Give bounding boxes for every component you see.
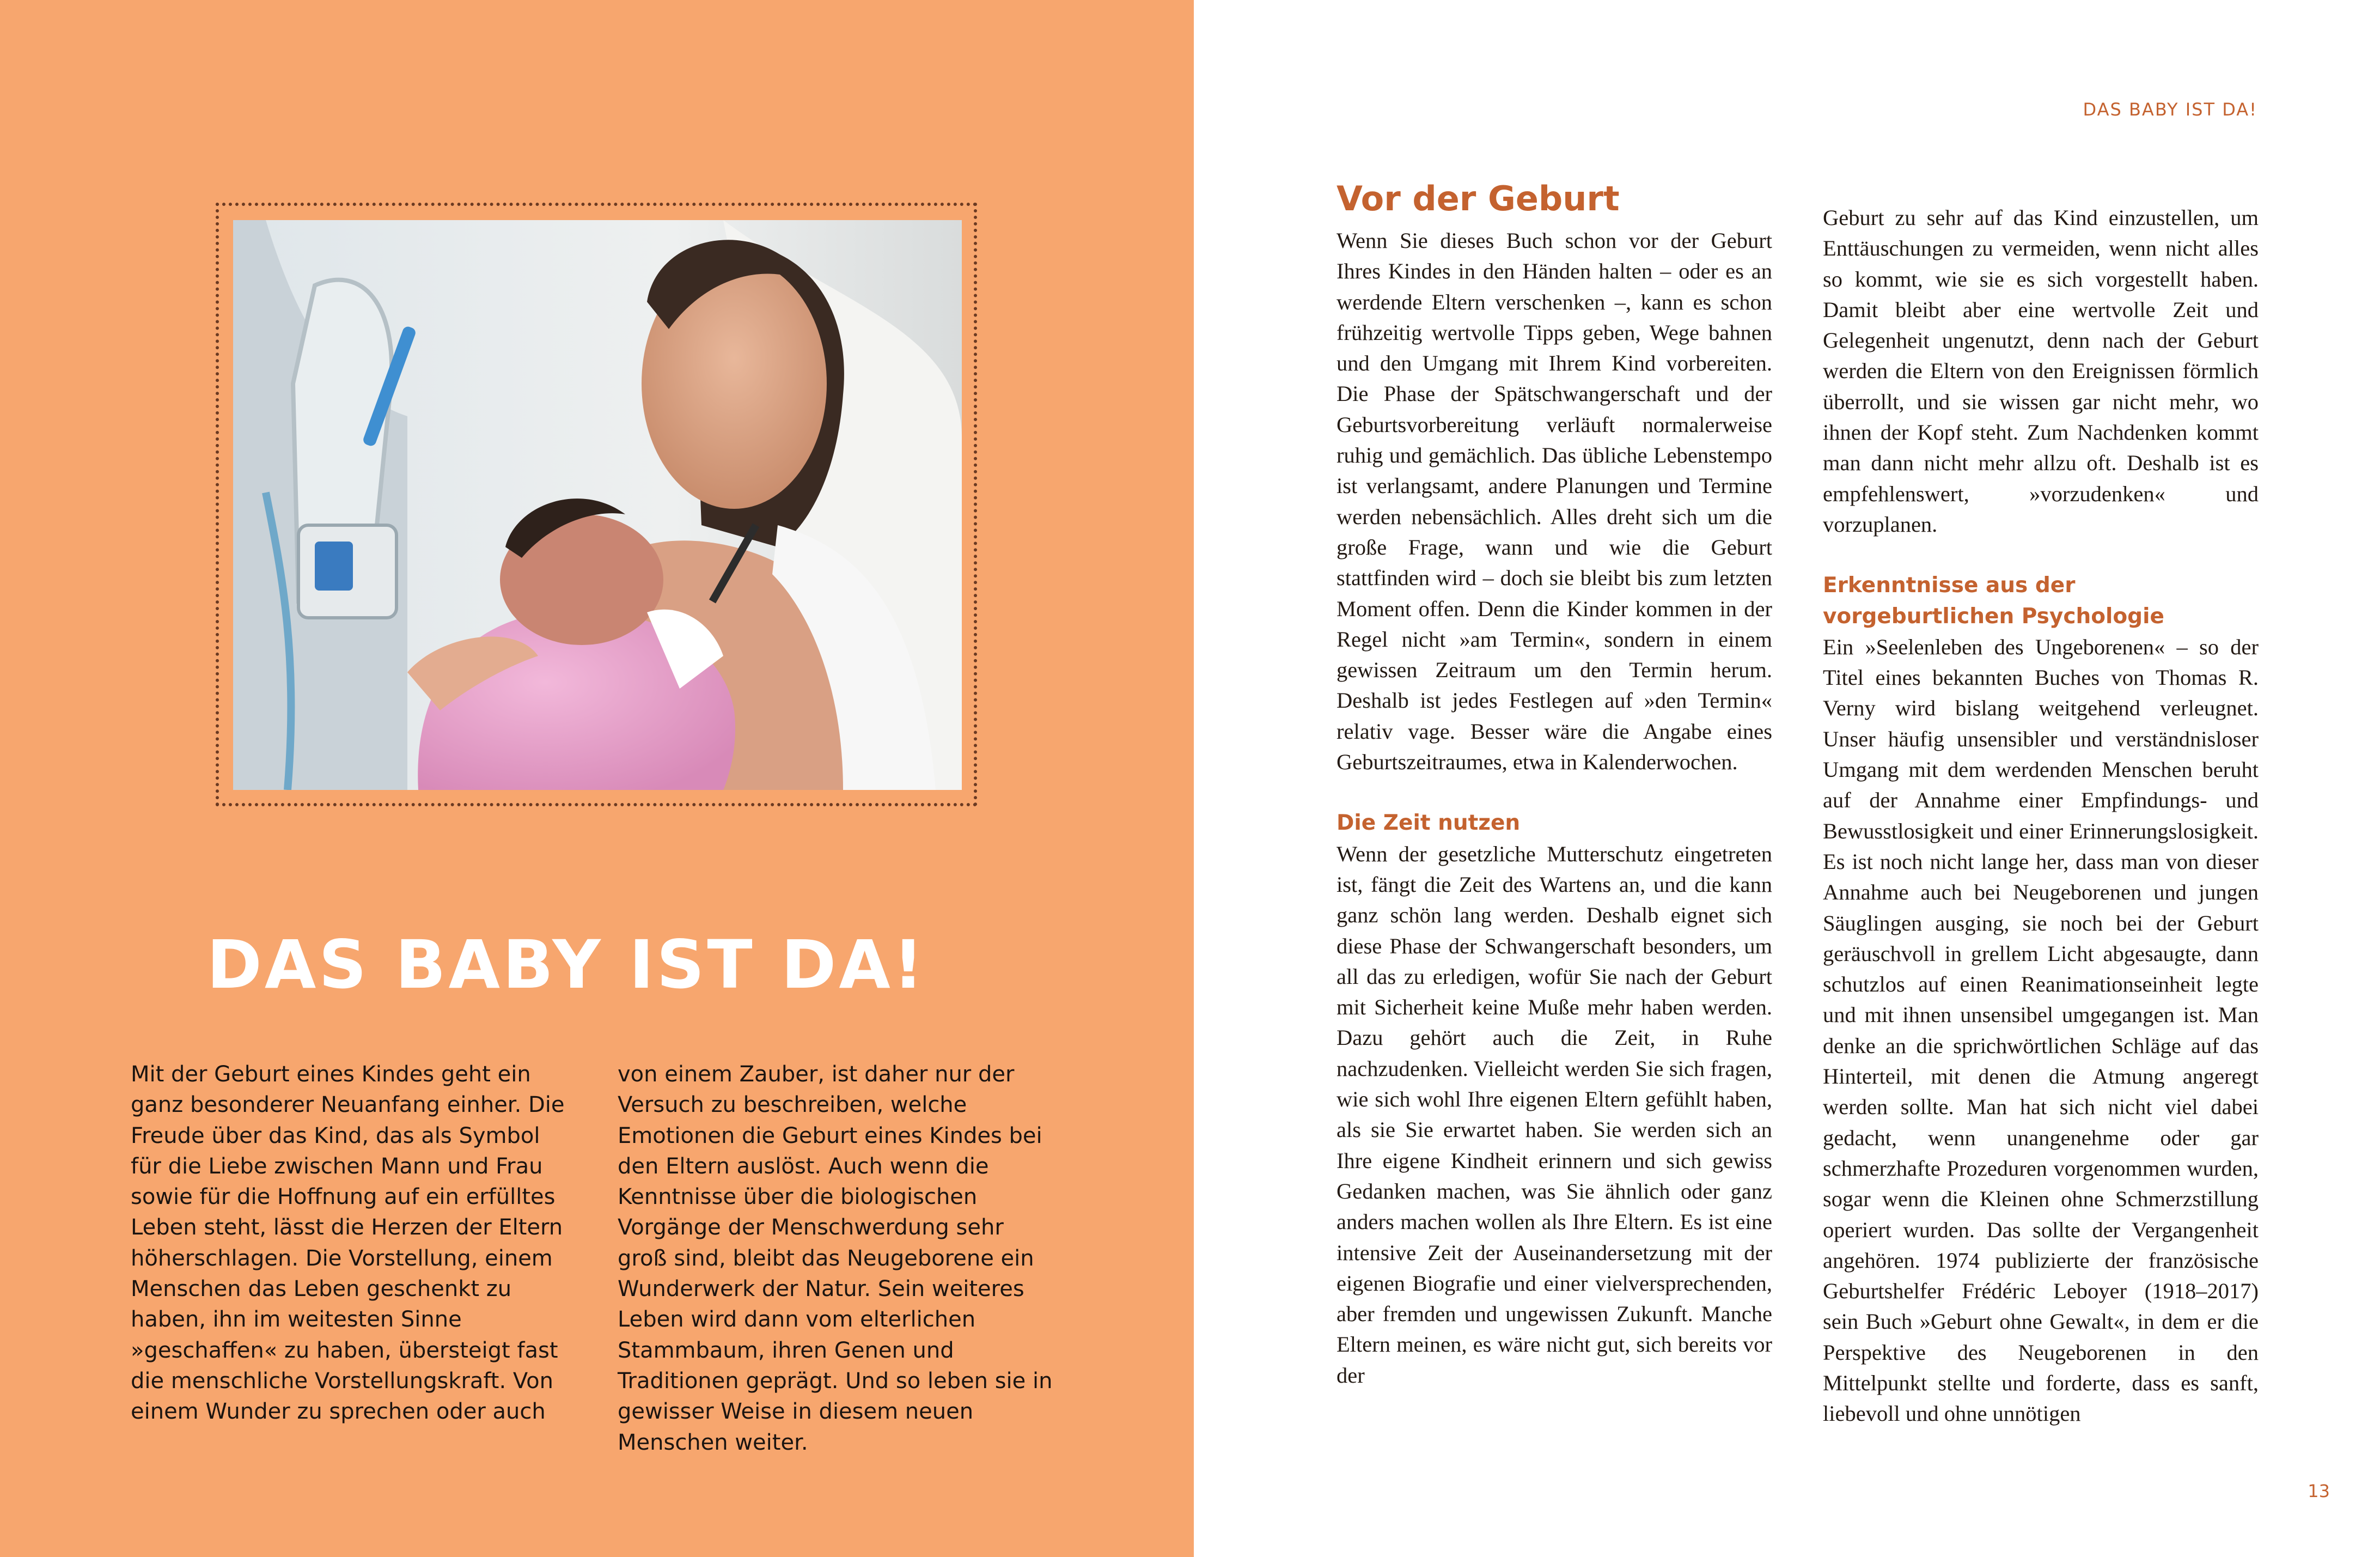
text-column-2	[1823, 203, 2259, 1430]
text-column-1	[1337, 179, 1772, 1391]
section-heading-vor-der-geburt: Vor der Geburt	[1337, 179, 1620, 218]
chapter-title: DAS BABY IST DA!	[206, 926, 926, 1003]
paragraph-vor-der-geburt: Wenn Sie dieses Buch schon vor der Geburt Ihres Kindes in den Händen halten – oder es an werdende Eltern verschenken –, kann es schon frühzeitig wertvolle Tipps geben, Wege bahnen und den Umgang mit Ihrem Kind vorbereiten. Die Phase der Spätschwangerschaft und der Geburtsvorbereitung verläuft normalerweise ruhig und gemächlich. Das übliche Lebenstempo ist verlangsamt, andere Planungen und Termine werden nebensächlich. Alles dreht sich um die große Frage, wann und wie die Geburt stattfinden wird – doch sie bleibt bis zum letzten Moment offen. Denn die Kinder kommen in der Regel nicht »am Termin«, sondern in einem gewissen Zeitraum um den Termin herum. Deshalb ist jedes Festlegen auf »den Termin« relativ vage. Besser wäre die Angabe eines Geburtszeitraumes, etwa in Kalenderwochen.	[1337, 228, 1772, 775]
page-number: 13	[2308, 1481, 2330, 1501]
running-head: DAS BABY IST DA!	[2083, 99, 2257, 120]
paragraph-die-zeit-nutzen: Wenn der gesetzliche Mutterschutz eingetreten ist, fängt die Zeit des Wartens an, und die kann ganz schön lang werden. Deshalb eignet sich diese Phase der Schwangerschaft besonders, um all das zu erledigen, wofür Sie nach der Geburt mit Sicherheit keine Muße mehr haben werden. Dazu gehört auch die Zeit, in Ruhe nachzudenken. Vielleicht werden Sie sich fragen, wie sich wohl Ihre eigenen Eltern gefühlt haben, als sie Sie erwartet haben. Sie werden sich an Ihre eigene Kindheit erinnern und sich gewiss Gedanken machen, was Sie ähnlich oder ganz anders machen wollen als Ihre Eltern. Es ist eine intensive Zeit der Auseinandersetzung mit der eigenen Biografie und einer vielversprechenden, aber fremden und ungewissen Zukunft. Manche Eltern meinen, es wäre nicht gut, sich bereits vor der	[1337, 841, 1772, 1388]
photo-mother-newborn	[233, 220, 962, 790]
intro-column-2	[618, 1059, 1053, 1458]
intro-column-1	[131, 1059, 566, 1427]
photo-illustration	[233, 220, 962, 790]
paragraph-continuation: Geburt zu sehr auf das Kind einzustellen, um Enttäuschungen zu vermeiden, wenn nicht alles so kommt, wie sie es sich vorgestellt haben. Damit bleibt aber eine wertvolle Zeit und Gelegenheit ungenutzt, denn nach der Geburt werden die Eltern von den Ereignissen förmlich überrollt, und sie wissen gar nicht mehr, wo ihnen der Kopf steht. Zum Nachdenken kommt man dann nicht mehr allzu oft. Deshalb ist es empfehlenswert, »vorzudenken« und vorzuplanen.	[1823, 205, 2259, 537]
subheading-die-zeit-nutzen: Die Zeit nutzen	[1337, 811, 1521, 836]
subheading-erkenntnisse: Erkenntnisse aus der vorgeburtlichen Psychologie	[1823, 573, 2164, 629]
intro-paragraph-1: Mit der Geburt eines Kindes geht ein ganz besonderer Neuanfang einher. Die Freude über das Kind, das als Symbol für die Liebe zwischen Mann und Frau sowie für die Hoffnung auf ein erfülltes Leben steht, lässt die Herzen der Eltern höherschlagen. Die Vorstellung, einem Menschen das Leben geschenkt zu haben, ihn im weitesten Sinne »geschaffen« zu haben, übersteigt fast die menschliche Vorstellungskraft. Von einem Wunder zu sprechen oder auch	[131, 1062, 565, 1425]
right-page	[1194, 0, 2380, 1557]
intro-paragraph-2: von einem Zauber, ist daher nur der Versuch zu beschreiben, welche Emotionen die Geburt eines Kindes bei den Eltern auslöst. Auch wenn die Kenntnisse über die biologischen Vorgänge der Menschwerdung sehr groß sind, bleibt das Neugeborene ein Wunderwerk der Natur. Sein weiteres Leben wird dann vom elterlichen Stammbaum, ihren Genen und Traditionen geprägt. Und so leben sie in gewisser Weise in diesem neuen Menschen weiter.	[618, 1062, 1053, 1455]
paragraph-erkenntnisse: Ein »Seelenleben des Ungeborenen« – so der Titel eines bekannten Buches von Thomas R. Verny wird bislang weitgehend verleugnet. Unser häufig unsensibler und verständnisloser Umgang mit dem werdenden Menschen beruht auf der Annahme einer Empfindungs- und Bewusstlosigkeit und einer Erinnerungslosigkeit. Es ist noch nicht lange her, dass man von dieser Annahme auch bei Neugeborenen und jungen Säuglingen ausging, sie noch bei der Geburt geräuschvoll in grellem Licht abgesaugte, dann schutzlos auf einen Reanimationseinheit legte und mit ihnen unsensibel umgegangen ist. Man denke an die sprichwörtlichen Schläge auf das Hinterteil, mit denen die Atmung angeregt werden sollte. Man hat sich nicht viel dabei gedacht, wenn unangenehme oder gar schmerzhafte Prozeduren vorgenommen wurden, sogar wenn die Kleinen ohne Schmerzstillung operiert wurden. Das sollte der Vergangenheit angehören. 1974 publizierte der französische Geburtshelfer Frédéric Leboyer (1918–2017) sein Buch »Geburt ohne Gewalt«, in dem er die Perspektive des Neugeborenen in den Mittelpunkt stellte und forderte, dass es sanft, liebevoll und ohne unnötigen	[1823, 634, 2259, 1426]
